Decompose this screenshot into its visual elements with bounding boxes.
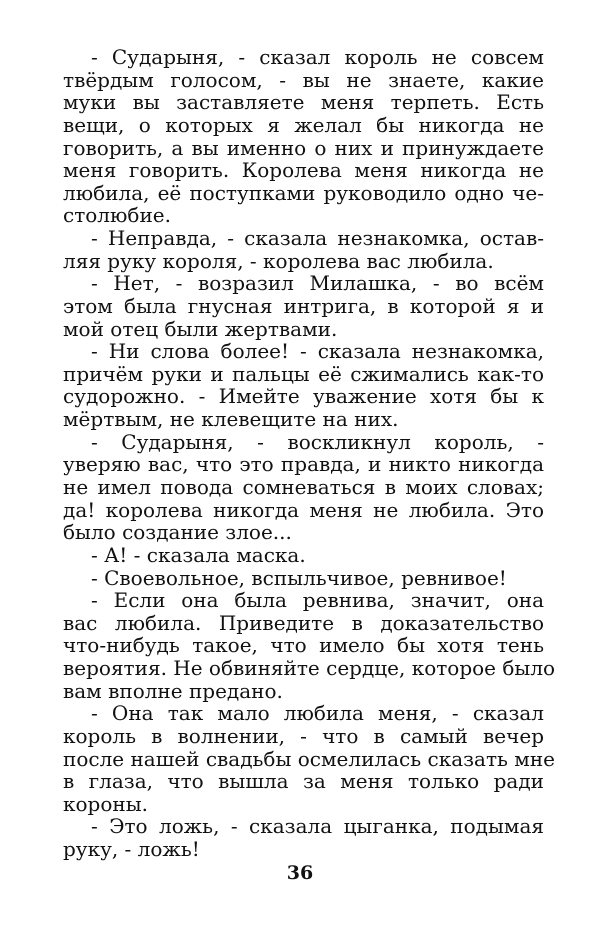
text-line: вещи, о которых я желал бы никогда не bbox=[63, 112, 544, 137]
text-line: не имел повода сомневаться в моих словах; bbox=[63, 474, 544, 499]
text-line: было создание злое... bbox=[63, 520, 292, 545]
text-line: любила, её поступками руководило одно че- bbox=[63, 180, 544, 205]
text-line: мой отец были жертвами. bbox=[63, 316, 338, 341]
text-line: судорожно. - Имейте уважение хотя бы к bbox=[63, 384, 544, 409]
text-line: король в волнении, - что в самый вечер bbox=[63, 723, 544, 748]
text-line: уверяю вас, что это правда, и никто никогда bbox=[63, 452, 544, 477]
text-line: мёртвым, не клевещите на них. bbox=[63, 407, 399, 432]
text-line: после нашей свадьбы осмелилась сказать мне bbox=[63, 746, 555, 771]
text-line: - Это ложь, - сказала цыганка, подымая bbox=[91, 814, 544, 839]
text-line: да! королева никогда меня не любила. Это bbox=[63, 497, 544, 522]
text-line: руку, - ложь! bbox=[63, 837, 200, 861]
text-line: - Сударыня, - воскликнул король, - bbox=[91, 429, 544, 454]
text-line: - Она так мало любила меня, - сказал bbox=[91, 701, 544, 726]
text-line: вероятия. Не обвиняйте сердце, которое было bbox=[63, 656, 556, 680]
text-line: вам вполне предано. bbox=[63, 678, 283, 703]
page-number: 36 bbox=[286, 862, 314, 884]
text-line: меня говорить. Королева меня никогда не bbox=[63, 158, 544, 183]
text-line: вас любила. Приведите в доказательство bbox=[63, 610, 544, 635]
text-line: в глаза, что вышла за меня только ради bbox=[63, 769, 544, 794]
text-line: - Своевольное, вспыльчивое, ревнивое! bbox=[91, 565, 507, 590]
text-line: столюбие. bbox=[63, 203, 171, 228]
text-line: этом была гнусная интрига, в которой я и bbox=[63, 293, 544, 318]
text-line: говорить, а вы именно о них и принуждаете bbox=[63, 135, 544, 160]
text-line: - А! - сказала маска. bbox=[91, 542, 306, 567]
text-line: - Неправда, - сказала незнакомка, остав- bbox=[91, 226, 544, 250]
text-line: короны. bbox=[63, 791, 148, 816]
text-line: ляя руку короля, - королева вас любила. bbox=[63, 248, 494, 273]
text-line: муки вы заставляете меня терпеть. Есть bbox=[63, 90, 544, 115]
text-line: - Сударыня, - сказал король не совсем bbox=[91, 45, 544, 69]
text-line: твёрдым голосом, - вы не знаете, какие bbox=[63, 67, 544, 92]
text-line: - Нет, - возразил Милашка, - во всём bbox=[91, 271, 544, 296]
text-line: причём руки и пальцы её сжимались как-то bbox=[63, 361, 544, 386]
text-line: - Ни слова более! - сказала незнакомка, bbox=[91, 339, 544, 364]
text-line: - Если она была ревнива, значит, она bbox=[91, 588, 544, 613]
text-line: что-нибудь такое, что имело бы хотя тень bbox=[63, 633, 544, 658]
